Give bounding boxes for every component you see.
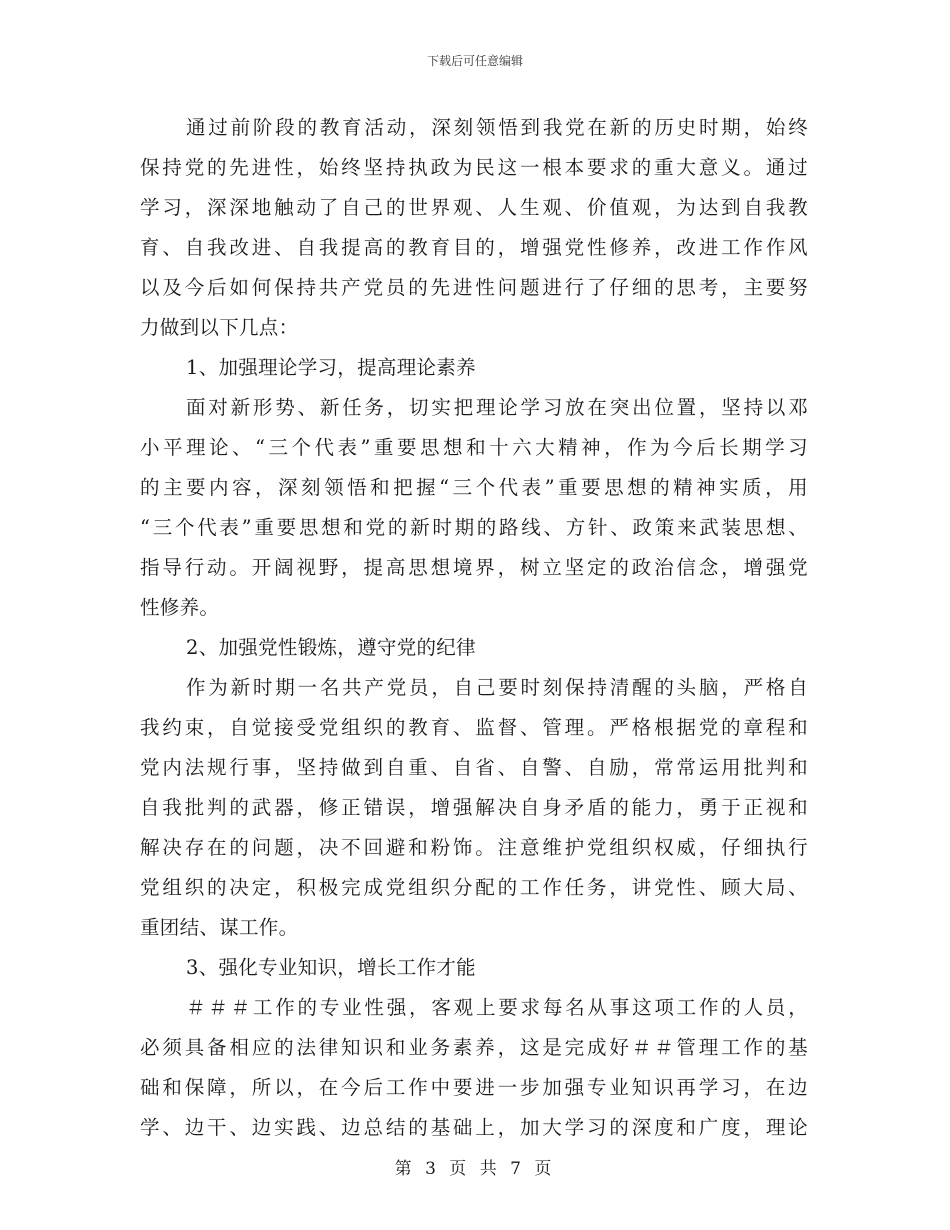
paragraph-line: 指导行动。开阔视野，提高思想境界，树立坚定的政治信念，增强党 — [140, 556, 808, 579]
paragraph-line: 的主要内容，深刻领悟和把握“三个代表”重要思想的精神实质，用 — [140, 476, 808, 499]
paragraph-line: 以及今后如何保持共产党员的先进性问题进行了仔细的思考，主要努 — [140, 276, 808, 299]
paragraph-line: 重团结、谋工作。 — [140, 916, 299, 939]
paragraph-line: 必须具备相应的法律知识和业务素养，这是完成好＃＃管理工作的基 — [140, 1036, 808, 1059]
paragraph-line: 小平理论、“三个代表”重要思想和十六大精神，作为今后长期学习 — [140, 436, 808, 459]
paragraph-line: 性修养。 — [140, 596, 220, 619]
section-heading: 2、加强党性锻炼，遵守党的纪律 — [186, 636, 476, 659]
paragraph-line: “三个代表”重要思想和党的新时期的路线、方针、政策来武装思想、 — [140, 516, 808, 539]
paragraph-line: 党内法规行事，坚持做到自重、自省、自警、自励，常常运用批判和 — [140, 756, 808, 779]
paragraph-line: 我约束，自觉接受党组织的教育、监督、管理。严格根据党的章程和 — [140, 716, 808, 739]
paragraph-line: 党组织的决定，积极完成党组织分配的工作任务，讲党性、顾大局、 — [140, 876, 808, 899]
paragraph-line: 学、边干、边实践、边总结的基础上，加大学习的深度和广度，理论 — [140, 1116, 808, 1139]
paragraph-line: 学习，深深地触动了自己的世界观、人生观、价值观，为达到自我教 — [140, 196, 808, 219]
paragraph-line: 自我批判的武器，修正错误，增强解决自身矛盾的能力，勇于正视和 — [140, 796, 808, 819]
section-heading: 1、加强理论学习，提高理论素养 — [186, 356, 476, 379]
paragraph-line: 解决存在的问题，决不回避和粉饰。注意维护党组织权威，仔细执行 — [140, 836, 808, 859]
paragraph-line: 作为新时期一名共产党员，自己要时刻保持清醒的头脑，严格自 — [186, 676, 808, 699]
section-heading: 3、强化专业知识，增长工作才能 — [186, 956, 476, 979]
paragraph-line: 面对新形势、新任务，切实把理论学习放在突出位置，坚持以邓 — [186, 396, 808, 419]
paragraph-line: ＃＃＃工作的专业性强，客观上要求每名从事这项工作的人员， — [186, 996, 808, 1019]
page-footer: 第 3 页 共 7 页 — [394, 1159, 556, 1179]
page-header: 下载后可任意编辑 — [426, 54, 523, 68]
document-body — [140, 108, 808, 1148]
paragraph-line: 保持党的先进性，始终坚持执政为民这一根本要求的重大意义。通过 — [140, 156, 808, 179]
paragraph-line: 育、自我改进、自我提高的教育目的，增强党性修养，改进工作作风 — [140, 236, 808, 259]
paragraph-line: 通过前阶段的教育活动，深刻领悟到我党在新的历史时期，始终 — [186, 116, 808, 139]
paragraph-line: 力做到以下几点： — [140, 316, 299, 339]
paragraph-line: 础和保障，所以，在今后工作中要进一步加强专业知识再学习，在边 — [140, 1076, 808, 1099]
